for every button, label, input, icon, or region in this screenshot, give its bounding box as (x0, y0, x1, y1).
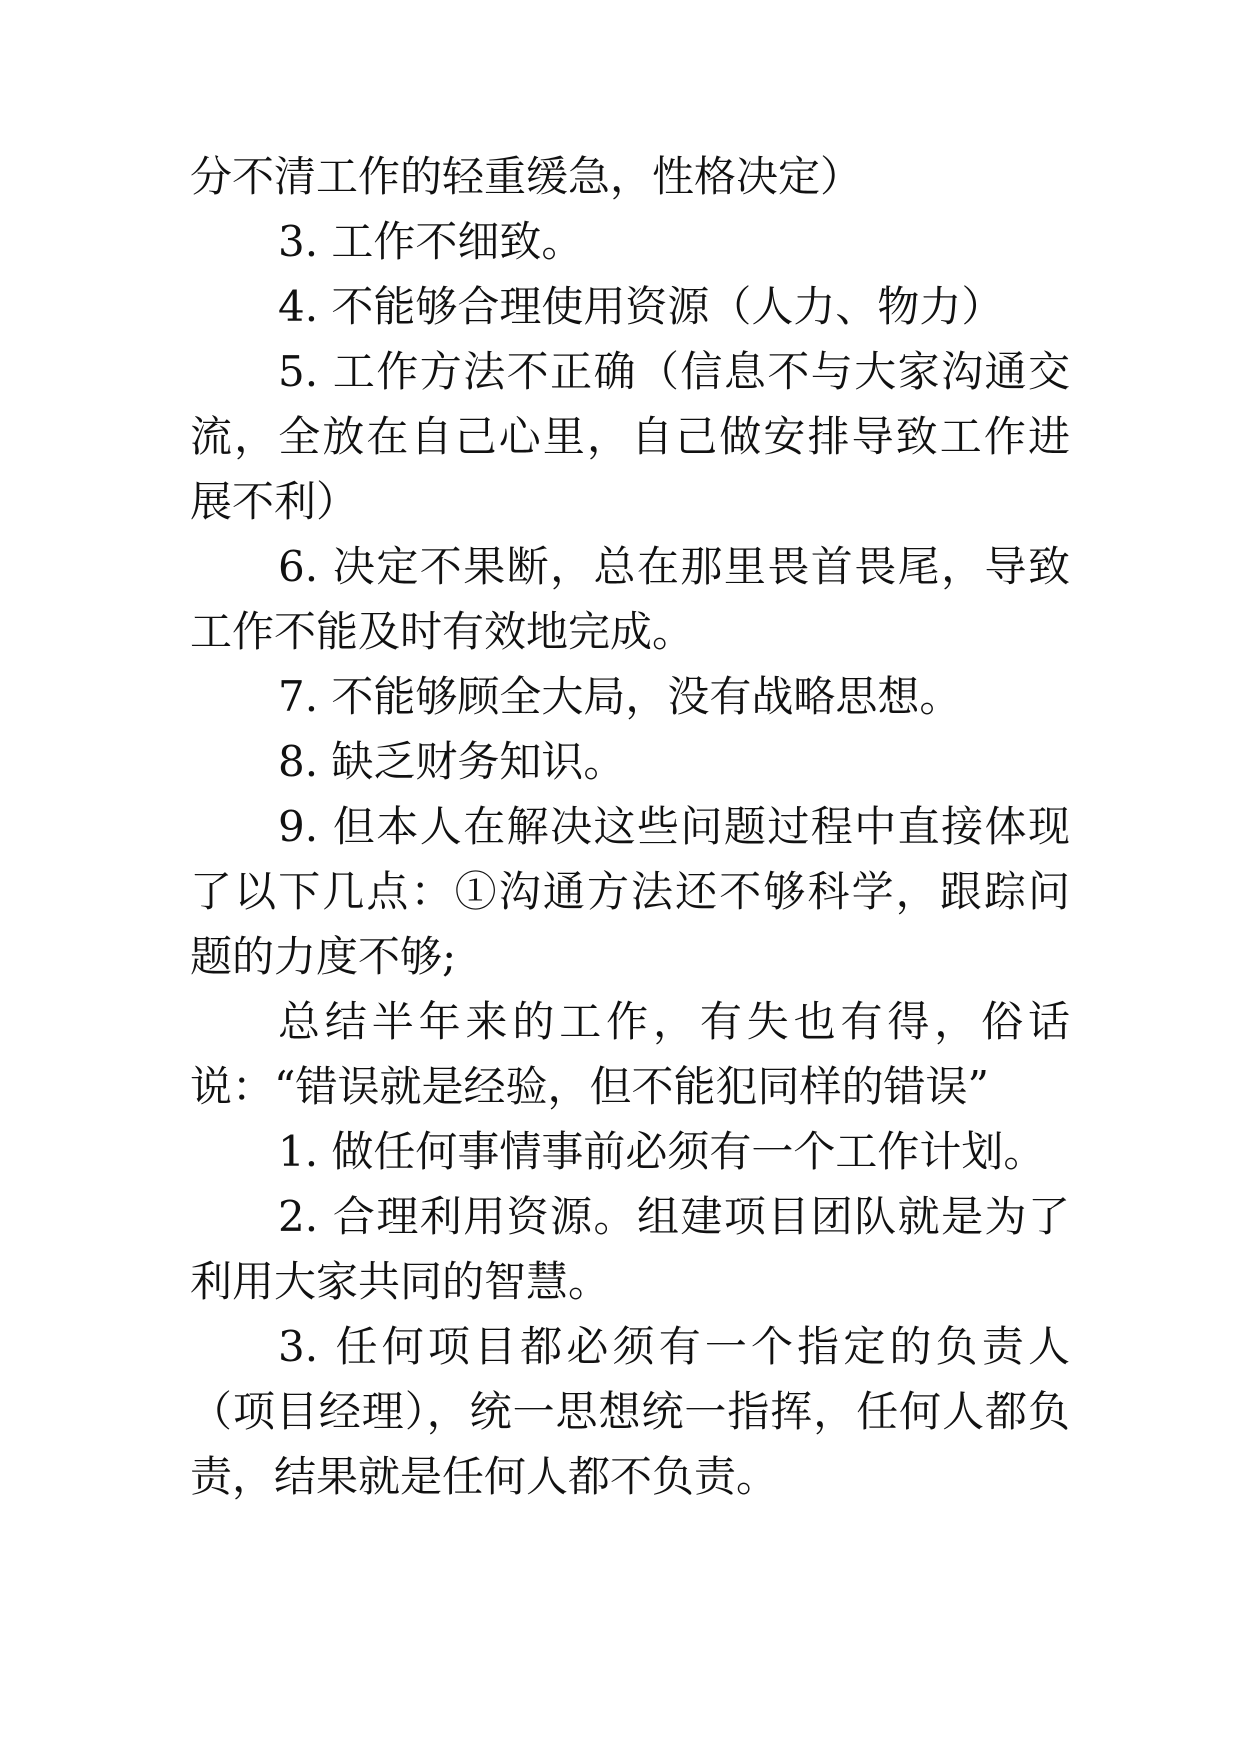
lesson-item-1-plan: 1. 做任何事情事前必须有一个工作计划。 (278, 1127, 1046, 1176)
list-item-9-communication: 9. 但本人在解决这些问题过程中直接体现了以下几点：①沟通方法还不够科学，跟踪问题的力度不够; (190, 802, 1070, 981)
document-page (190, 144, 1070, 1509)
paragraph: 分不清工作的轻重缓急，性格决定） (190, 152, 863, 201)
list-item-6-indecisive: 6. 决定不果断，总在那里畏首畏尾，导致工作不能及时有效地完成。 (190, 542, 1070, 656)
list-item-8-finance-knowledge: 8. 缺乏财务知识。 (278, 737, 626, 786)
list-item-7-big-picture: 7. 不能够顾全大局，没有战略思想。 (278, 672, 962, 721)
summary-paragraph: 总结半年来的工作，有失也有得，俗话说：“错误就是经验，但不能犯同样的错误” (190, 997, 1070, 1111)
list-item-4-resource-use: 4. 不能够合理使用资源（人力、物力） (278, 282, 1004, 331)
list-item-3-work-not-careful: 3. 工作不细致。 (278, 217, 584, 266)
lesson-item-2-resources: 2. 合理利用资源。组建项目团队就是为了利用大家共同的智慧。 (190, 1192, 1070, 1306)
lesson-item-3-project-manager: 3. 任何项目都必须有一个指定的负责人（项目经理），统一思想统一指挥，任何人都负责，结果就是任何人都不负责。 (190, 1322, 1070, 1501)
list-item-5-work-method: 5. 工作方法不正确（信息不与大家沟通交流，全放在自己心里，自己做安排导致工作进展不利） (190, 347, 1070, 526)
